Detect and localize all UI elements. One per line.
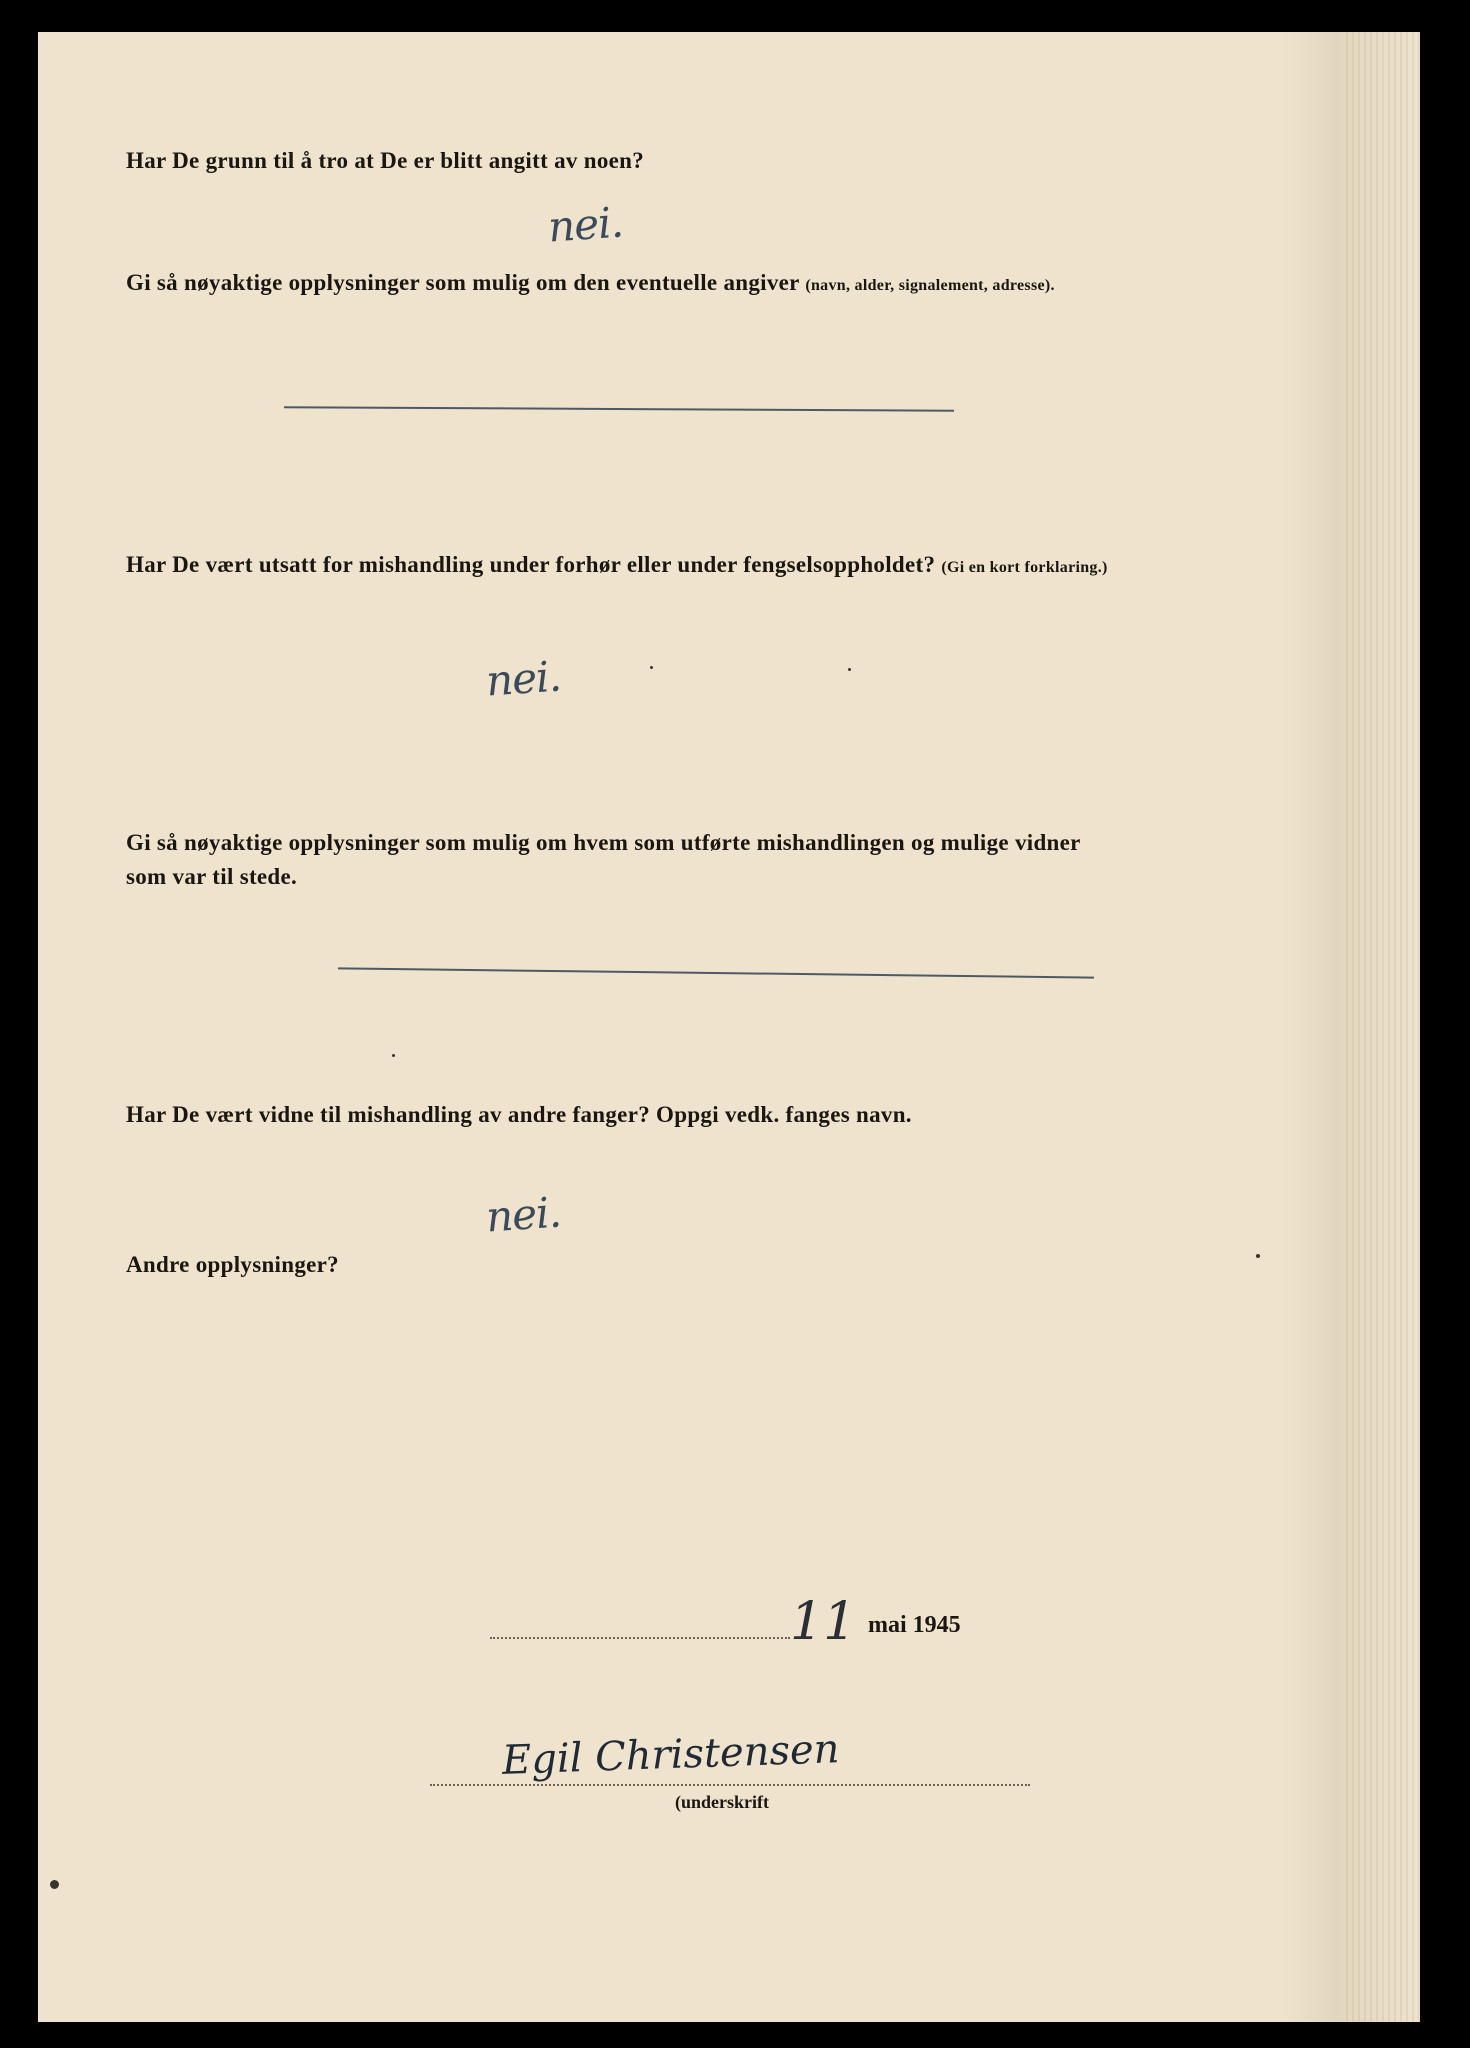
answer-mishandling-handwritten: nei. xyxy=(484,651,563,706)
question-mishandling-details-line1: Gi så nøyaktige opplysninger som mulig om hvem som utførte mishandlingen og mulige vidner xyxy=(126,830,1081,855)
scan-speck xyxy=(848,668,851,671)
question-angiver-details-hint: (navn, alder, signalement, adresse). xyxy=(805,277,1055,294)
signature-field xyxy=(430,1726,1070,1832)
question-angitt xyxy=(126,148,644,174)
date-dotted-line xyxy=(490,1637,790,1639)
question-mishandling-text: Har De vært utsatt for mishandling under forhør eller under fengselsoppholdet? xyxy=(126,552,936,577)
question-andre-opplysninger xyxy=(126,1252,339,1278)
answer-angiver-strike-line xyxy=(284,406,954,412)
answer-vidne-handwritten: nei. xyxy=(484,1187,563,1242)
date-day-handwritten: 11 xyxy=(790,1592,857,1652)
question-vidne xyxy=(126,1102,912,1128)
scan-speck xyxy=(650,666,653,669)
question-vidne-text: Har De vært vidne til mishandling av andre fanger? Oppgi vedk. fanges navn. xyxy=(126,1102,912,1127)
question-andre-opplysninger-text: Andre opplysninger? xyxy=(126,1252,339,1277)
answer-mishandling-details-strike-line xyxy=(338,967,1094,978)
question-mishandling-details xyxy=(126,826,1386,894)
question-mishandling-hint: (Gi en kort forklaring.) xyxy=(941,559,1108,576)
question-mishandling-details-line2: som var til stede. xyxy=(126,864,298,889)
scan-speck xyxy=(1256,1254,1260,1258)
question-mishandling xyxy=(126,552,1108,578)
scan-speck xyxy=(392,1054,395,1057)
date-month-year: mai 1945 xyxy=(868,1612,961,1638)
document-page xyxy=(38,32,1420,2022)
question-angiver-details xyxy=(126,270,1055,296)
scan-speck xyxy=(50,1880,59,1889)
question-angitt-text: Har De grunn til å tro at De er blitt angitt av noen? xyxy=(126,148,645,173)
date-field xyxy=(490,1592,1040,1652)
answer-angitt-handwritten: nei. xyxy=(546,197,625,252)
page-edge-shadow xyxy=(1346,32,1420,2022)
question-angiver-details-text: Gi så nøyaktige opplysninger som mulig om den eventuelle angiver xyxy=(126,270,800,295)
bleed-through-mark xyxy=(388,332,1088,362)
signature-dotted-line xyxy=(430,1784,1030,1786)
signature-label: (underskrift xyxy=(675,1792,769,1812)
signature-handwritten: Egil Christensen xyxy=(501,1726,841,1784)
